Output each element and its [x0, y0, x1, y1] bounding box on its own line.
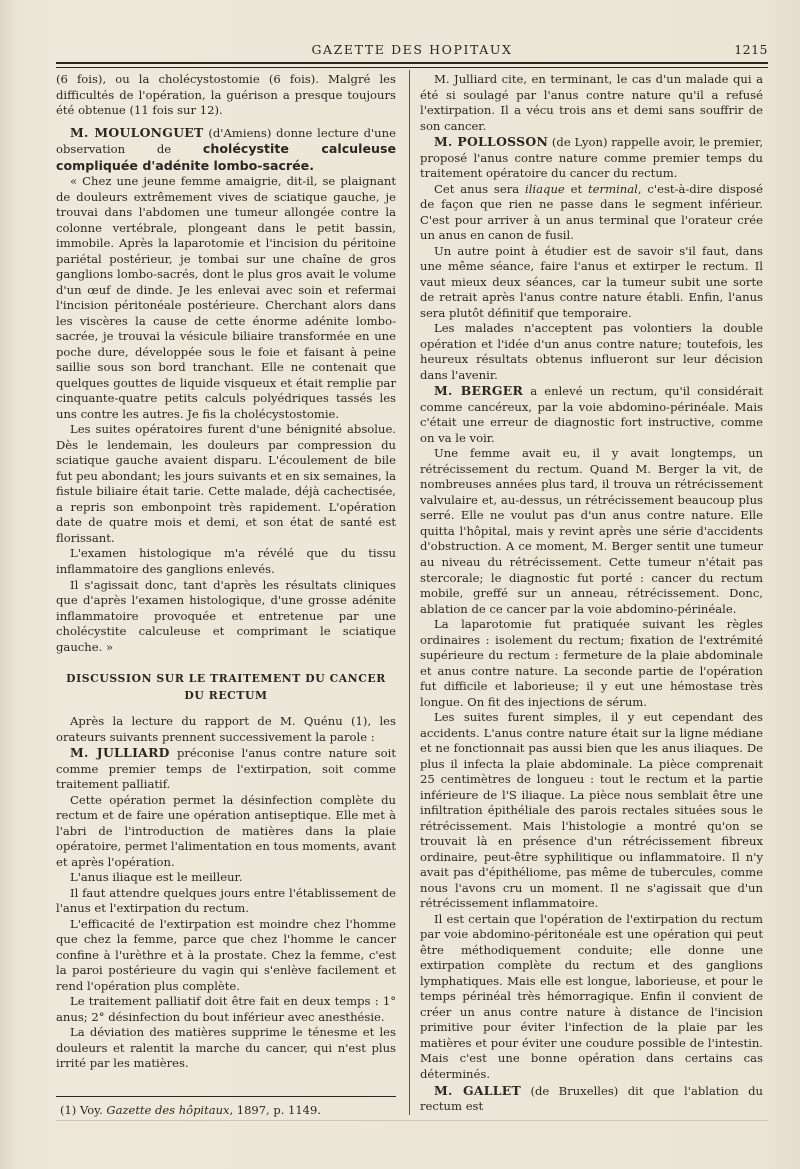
bottom-edge: [56, 1120, 768, 1121]
journal-title: Gazette des hôpitaux: [106, 1103, 230, 1117]
footnote: (1) Voy. Gazette des hôpitaux, 1897, p. 1149.: [60, 1103, 321, 1117]
header-rule-thick: [56, 62, 768, 64]
paragraph: M. Julliard cite, en terminant, le cas d'un malade qui a été si soulagé par l'anus contre nature qu'il a refusé l'extirpation. Il a vécu trois ans et demi sans souffrir de son cancer.: [420, 72, 763, 133]
paragraph-gallet: M. GALLET (de Bruxelles) dit que l'ablation du rectum est: [420, 1082, 764, 1114]
section-heading: DISCUSSION SUR LE TRAITEMENT DU CANCER DU RECTUM: [66, 672, 386, 703]
paragraph: Les malades n'acceptent pas volontiers la double opération et l'idée d'un anus contre nature; toutefois, les heureux résultats obtenus influeront sur leur décision dans l'avenir.: [420, 321, 763, 382]
paragraph: Le traitement palliatif doit être fait en deux temps : 1° anus; 2° désinfection du bout inférieur avec anesthésie.: [56, 994, 396, 1024]
paragraph-berger: M. BERGER a enlevé un rectum, qu'il considérait comme cancéreux, par la voie abdomino-périnéale. Mais c'était une erreur de diagnostic fort instructive, comme on va le voir.: [420, 383, 763, 445]
paragraph: Les suites opératoires furent d'une bénignité absolue. Dès le lendemain, les douleurs par compression du sciatique gauche avaient disparu. L'écoulement de bile fut peu abondant; les jours suivants et en six semaines, la fistule biliaire était tarie. Cette malade, déjà cachectisée, a repris son embonpoint très rapidement. L'opération date de quatre mois et demi, et son état de santé est florissant.: [56, 422, 396, 545]
paragraph: L'anus iliaque est le meilleur.: [70, 870, 243, 885]
paragraph: L'efficacité de l'extirpation est moindre chez l'homme que chez la femme, parce que chez l'homme le cancer confine à l'urèthre et à la prostate. Chez la femme, c'est la paroi postérieure du vagin qui s'enlève facilement et rend l'opération plus complète.: [56, 916, 396, 993]
left-column: [56, 72, 396, 1072]
paragraph: L'examen histologique m'a révélé que du tissu inflammatoire des ganglions enlevés.: [56, 546, 396, 576]
paragraph: (6 fois), ou la cholécystostomie (6 fois). Malgré les difficultés de l'opération, la guérison a presque toujours été obtenue (11 fois sur 12).: [56, 72, 396, 118]
speaker-name: M. POLLOSSON: [434, 134, 549, 150]
paragraph: Un autre point à étudier est de savoir s'il faut, dans une même séance, faire l'anus et extirper le rectum. Il vaut mieux deux séances, car la tumeur subit une sorte de retrait après l'anus contre nature établi. Enfin, l'anus sera plutôt définitif que temporaire.: [420, 243, 763, 320]
speaker-name: M. JULLIARD: [70, 745, 170, 761]
paragraph: Les suites furent simples, il y eut cependant des accidents. L'anus contre nature était sur la ligne médiane et ne fonctionnait pas aussi bien que les anus iliaques. De plus il infecta la plaie abdominale. La pièce comprenait 25 centimètres de longueu : tout le rectum et la partie inférieure de l'S iliaque. La pièce nous semblait être une infiltration épithéliale des parois rectales situées sous le rétrécissement. Mais l'histologie a montré qu'on se trouvait là en présence d'un rétrécissement fibreux ordinaire, peut-être syphilitique ou inflammatoire. Il n'y avait pas d'épithéliome, pas même de tubercules, comme nous l'avons cru un moment. Il ne s'agissait que d'un rétrécissement inflammatoire.: [420, 710, 763, 911]
page-number: 1215: [734, 42, 768, 57]
paragraph: Cet anus sera iliaque et terminal, c'est-à-dire disposé de façon que rien ne passe dans le segment inférieur. C'est pour arriver à un anus terminal que l'orateur crée un anus en canon de fusil.: [420, 181, 763, 243]
header-rule-thin: [56, 67, 768, 68]
paragraph: Après la lecture du rapport de M. Quénu (1), les orateurs suivants prennent successivement la parole :: [56, 714, 396, 744]
paragraph: Cette opération permet la désinfection complète du rectum et de faire une opération antiseptique. Elle met à l'abri de l'introduction de matières dans la plaie opératoire, permet l'alimentation en tous moments, avant et après l'opération.: [56, 792, 397, 869]
paragraph-moulonguet: M. MOULONGUET (d'Amiens) donne lecture d'une observation de cholécystite calculeuse compliquée d'adénite lombo-sacrée.: [56, 124, 397, 173]
running-title: GAZETTE DES HOPITAUX: [311, 42, 513, 57]
page-header: [56, 42, 768, 60]
paragraph: La laparotomie fut pratiquée suivant les règles ordinaires : isolement du rectum; fixation de l'extrémité supérieure du rectum : fermeture de la plaie abdominale et anus contre nature. La seconde partie de l'opération fut difficile et laborieuse; il y eut une hémostase très longue. On fit des injections de sérum.: [420, 617, 763, 709]
speaker-name: M. MOULONGUET: [70, 124, 204, 140]
footnote-rule: [56, 1096, 396, 1097]
paragraph: Il s'agissait donc, tant d'après les résultats cliniques que d'après l'examen histologique, d'une grosse adénite inflammatoire provoquée et entretenue par une cholécystite calculeuse et comprimant le sciatique gauche. »: [56, 577, 396, 654]
paragraph: « Chez une jeune femme amaigrie, dit-il, se plaignant de douleurs extrêmement vives de sciatique gauche, je trouvai dans l'abdomen une tumeur allongée contre la colonne vertébrale, plongeant dans le petit bassin, immobile. Après la laparotomie et l'incision du péritoine pariétal postérieur, je tombai sur une chaîne de gros ganglions lombo-sacrés, dont le plus gros avait le volume d'un œuf de dinde. Je les enlevai avec soin et refermai l'incision péritonéale postérieure. Cherchant alors dans les viscères la cause de cette énorme adénite lombo-sacrée, je trouvai la vésicule biliaire transformée en une poche dure, développée sous le foie et faisant à peine saillie sous son bord tranchant. Elle ne contenait que quelques gouttes de liquide visqueux et était remplie par cinquante-quatre petits calculs polyédriques tassés les uns contre les autres. Je fis la cholécystostomie.: [56, 174, 396, 421]
paragraph: Il est certain que l'opération de l'extirpation du rectum par voie abdomino-péritonéale est une opération qui peut être méthodiquement conduite; elle donne une extirpation complète du rectum et des ganglions lymphatiques. Mais elle est longue, laborieuse, et pour le temps périnéal très hémorragique. Enfin il convient de créer un anus contre nature à distance de l'incision primitive pour éviter l'infection de la plaie par les matières et pour éviter une coudure possible de l'intestin. Mais c'est une bonne opération dans certains cas déterminés.: [420, 911, 763, 1081]
speaker-name: M. GALLET: [434, 1082, 522, 1098]
paragraph: La déviation des matières supprime le ténesme et les douleurs et ralentit la marche du cancer, qui n'est plus irrité par les matières.: [56, 1025, 396, 1071]
speaker-name: M. BERGER: [434, 383, 524, 399]
column-divider: [409, 70, 410, 1115]
paragraph: Une femme avait eu, il y avait longtemps, un rétrécissement du rectum. Quand M. Berger la vit, de nombreuses années plus tard, il trouva un rétrécissement valvulaire et, au-dessus, un rétrécissement beaucoup plus serré. Elle ne voulut pas d'un anus contre nature. Elle quitta l'hôpital, mais y revint après une série d'accidents d'obstruction. A ce moment, M. Berger sentit une tumeur au niveau du rétrécissement. Cette tumeur n'était pas stercorale; le diagnostic fut porté : cancer du rectum mobile, greffé sur un anneau, rétrécissement. Donc, ablation de ce cancer par la voie abdomino-périnéale.: [420, 446, 763, 616]
paragraph-julliard: M. JULLIARD préconise l'anus contre nature soit comme premier temps de l'extirpation, soit comme traitement palliatif.: [56, 745, 397, 792]
case-title: cholécystite calculeuse compliquée d'adénite lombo-sacrée.: [56, 141, 397, 173]
right-column: [420, 72, 763, 1115]
paragraph-pollosson: M. POLLOSSON (de Lyon) rappelle avoir, le premier, proposé l'anus contre nature comme premier temps du traitement opératoire du cancer du rectum.: [420, 134, 763, 181]
paragraph: Il faut attendre quelques jours entre l'établissement de l'anus et l'extirpation du rectum.: [56, 885, 396, 916]
